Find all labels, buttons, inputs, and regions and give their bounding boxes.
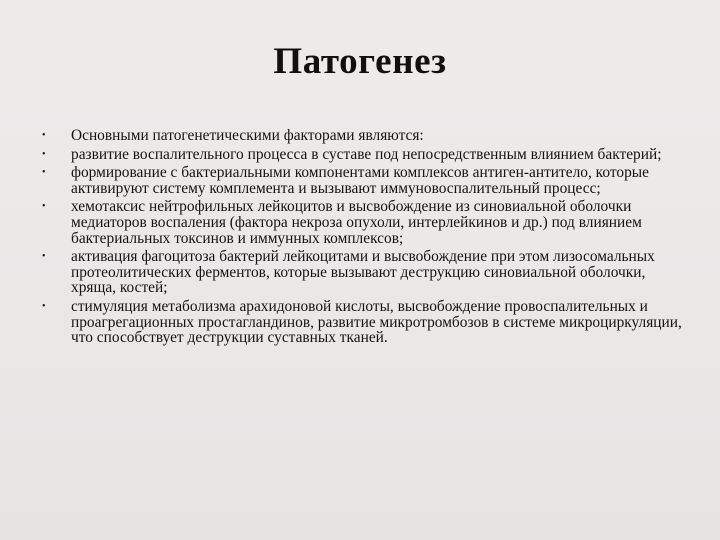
- bullet-text: развитие воспалительного процесса в суставе под непосредственным влиянием бактерий;: [71, 145, 662, 163]
- bullet-icon: •: [42, 201, 46, 213]
- bullet-icon: •: [42, 251, 46, 263]
- bullet-text: хемотаксис нейтрофильных лейкоцитов и высвобождение из синовиальной оболочки медиаторов воспаления (фактора некроза опухоли, интерлейкинов и др.) под влиянием бактериальных токсинов и иммунных комплексов;: [71, 198, 642, 247]
- bullet-icon: •: [42, 167, 46, 179]
- bullet-item-immune-complexes: [42, 165, 687, 196]
- bullet-text: формирование с бактериальными компонентами комплексов антиген-антитело, которые активируют систему комплемента и вызывают иммуновоспалительный процесс;: [71, 164, 649, 197]
- bullet-text: активация фагоцитоза бактерий лейкоцитами и высвобождение при этом лизосомальных протеолитических ферментов, которые вызывают деструкцию синовиальной оболочки, хряща, костей;: [71, 248, 655, 297]
- bullet-icon: •: [42, 300, 46, 312]
- bullet-item-intro: [42, 128, 687, 144]
- bullet-item-arachidonic-acid: [42, 299, 687, 346]
- bullet-icon: •: [42, 148, 46, 160]
- bullet-item-inflammation: [42, 147, 687, 163]
- bullet-list: [42, 128, 687, 349]
- slide-title: Патогенез: [273, 41, 447, 82]
- bullet-icon: •: [42, 130, 46, 141]
- bullet-item-chemotaxis: [42, 199, 687, 246]
- bullet-text: стимуляция метаболизма арахидоновой кислоты, высвобождение провоспалительных и проагрегационных простагландинов, развитие микротромбозов в системе микроциркуляции, что способствует деструкции суставных тканей.: [71, 297, 682, 347]
- bullet-text: Основными патогенетическими факторами являются:: [71, 127, 424, 144]
- bullet-item-phagocytosis: [42, 249, 687, 296]
